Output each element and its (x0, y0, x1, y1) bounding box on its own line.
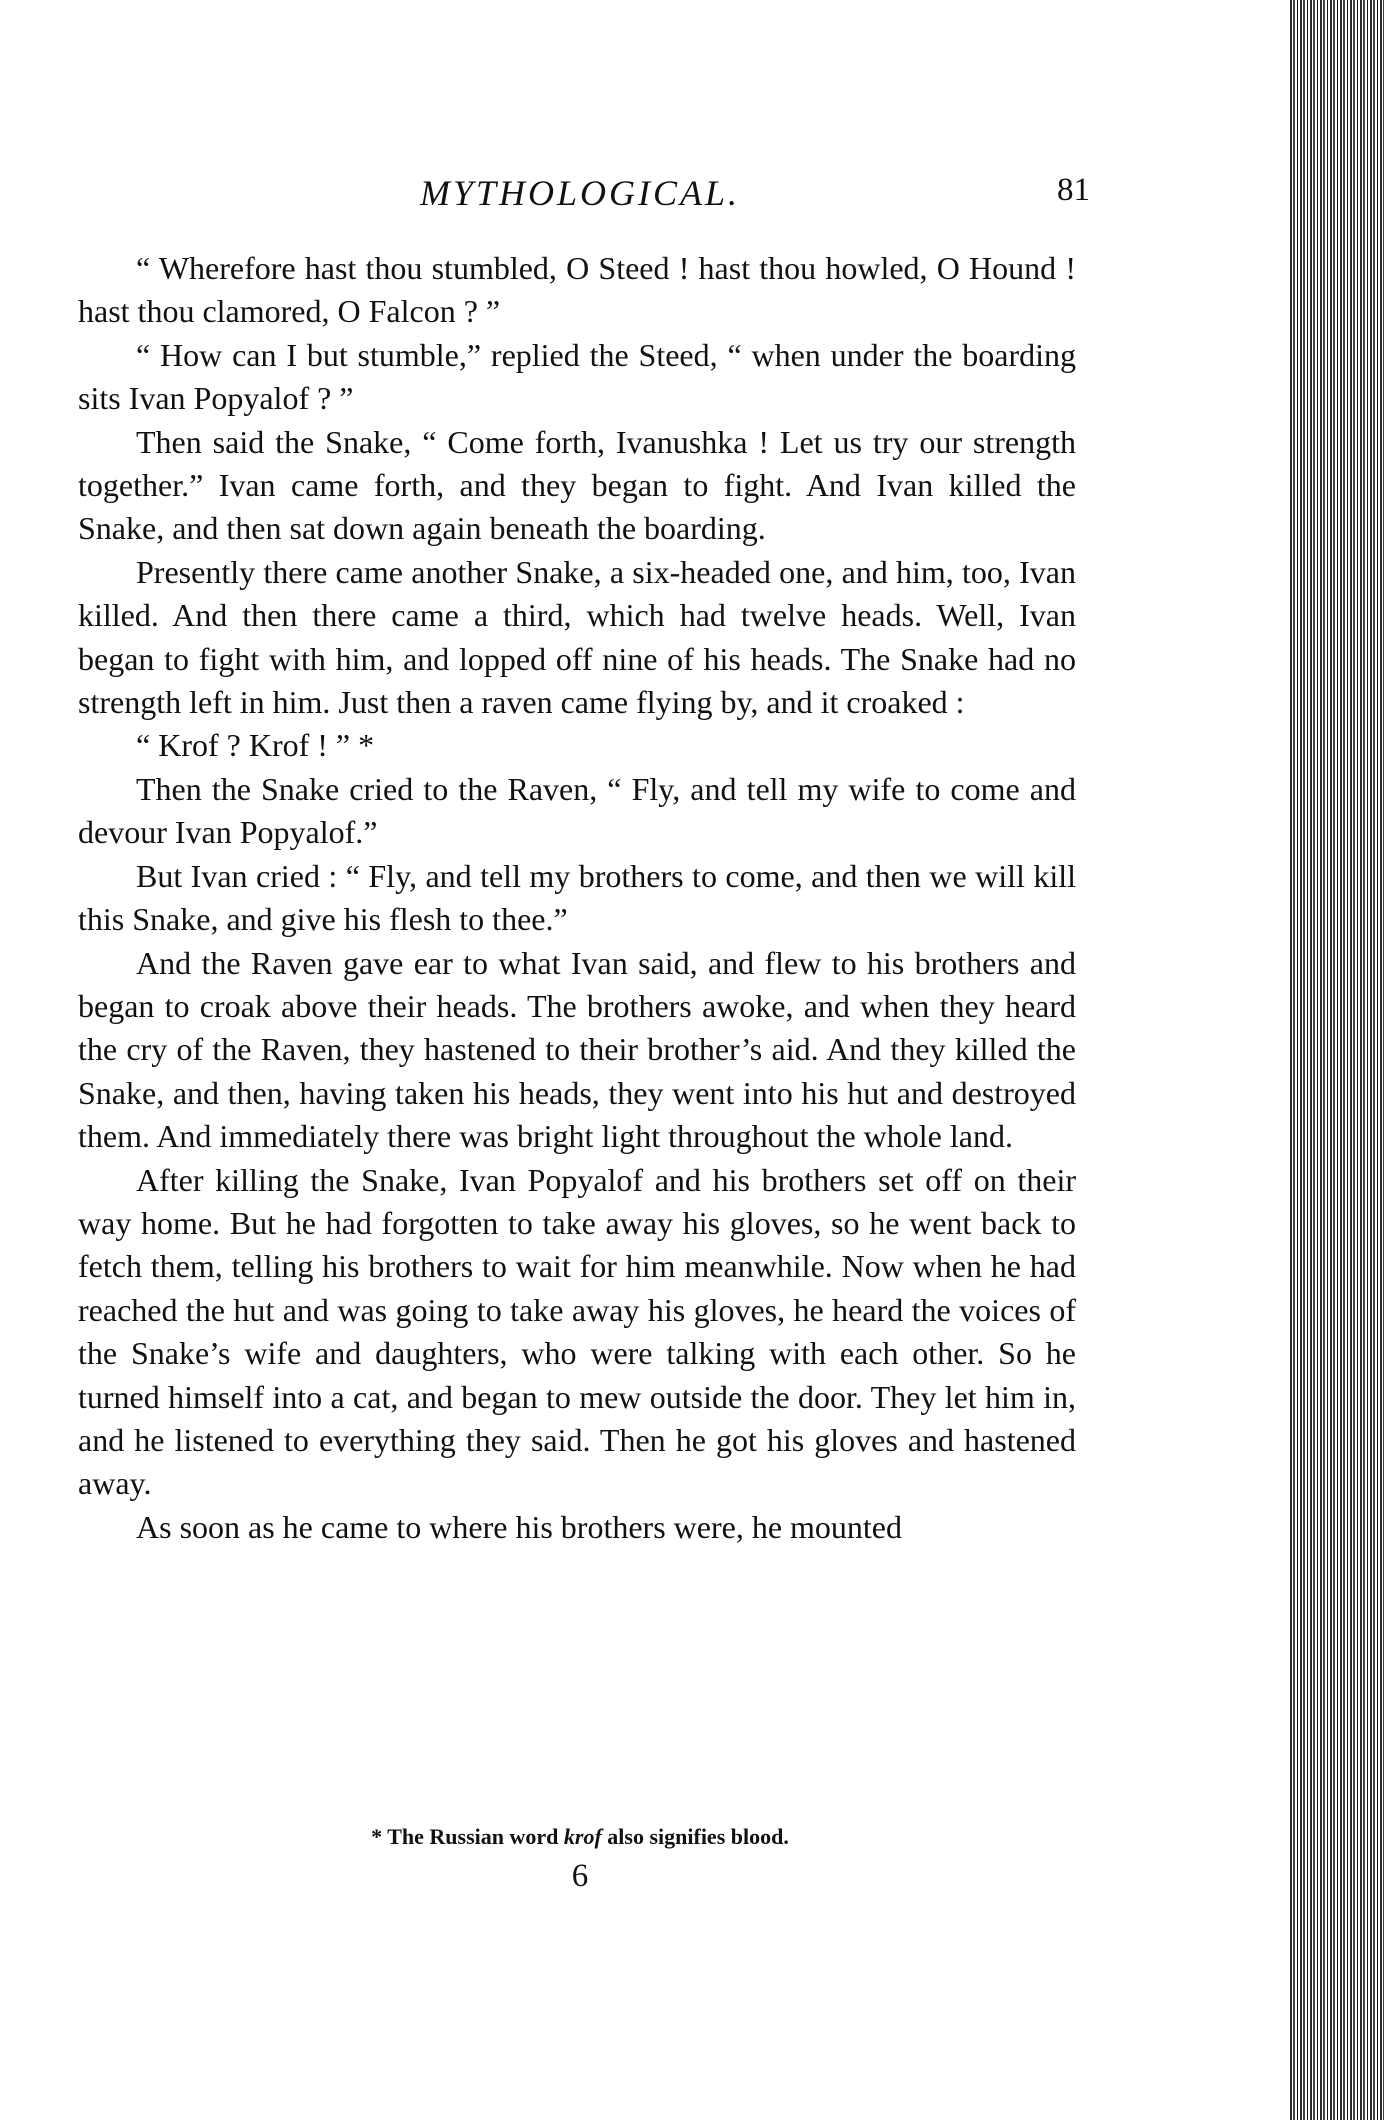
paragraph: “ Krof ? Krof ! ” * (136, 727, 375, 764)
paragraph: Presently there came another Snake, a six-headed one, and him, too, Ivan killed. And then there came a third, which had twelve heads. Well, Ivan began to fight with him, and lopped off nine of his heads. The Snake had no strength left in him. Just then a raven came flying by, and it croaked : (78, 553, 1076, 721)
paragraph: Then the Snake cried to the Raven, “ Fly, and tell my wife to come and devour Ivan Popyalof.” (78, 770, 1076, 851)
page-edge-binding (1288, 0, 1384, 2120)
paragraph: And the Raven gave ear to what Ivan said, and flew to his brothers and began to croak above their heads. The brothers awoke, and when they heard the cry of the Raven, they hastened to their brother’s aid. And they killed the Snake, and then, having taken his heads, they went into his hut and destroyed them. And immediately there was bright light throughout the whole land. (78, 944, 1076, 1155)
body-text (78, 247, 1076, 1549)
signature-mark: 6 (571, 1858, 589, 1894)
page-number: 81 (1057, 172, 1090, 208)
paragraph: As soon as he came to where his brothers were, he mounted (136, 1508, 902, 1545)
paragraph: Then said the Snake, “ Come forth, Ivanushka ! Let us try our strength together.” Ivan came forth, and they began to fight. And Ivan killed the Snake, and then sat down again beneath the boarding. (78, 423, 1076, 547)
footnote-text-before: The Russian word (387, 1824, 559, 1849)
footnote (80, 1824, 1080, 1850)
footnote-text-after: also signifies blood. (607, 1824, 789, 1849)
paragraph: “ How can I but stumble,” replied the Steed, “ when under the boarding sits Ivan Popyalof ? ” (78, 336, 1076, 417)
running-head: MYTHOLOGICAL. (419, 173, 741, 213)
paragraph: “ Wherefore hast thou stumbled, O Steed ! hast thou howled, O Hound ! hast thou clamored, O Falcon ? ” (78, 250, 1076, 330)
footnote-marker: * (371, 1824, 383, 1849)
paragraph: But Ivan cried : “ Fly, and tell my brothers to come, and then we will kill this Snake, and give his flesh to thee.” (78, 857, 1076, 938)
footnote-keyword: krof (563, 1824, 602, 1849)
paragraph: After killing the Snake, Ivan Popyalof and his brothers set off on their way home. But he had forgotten to take away his gloves, so he went back to fetch them, telling his brothers to wait for him meanwhile. Now when he had reached the hut and was going to take away his gloves, he heard the voices of the Snake’s wife and daughters, who were talking with each other. So he turned himself into a cat, and began to mew outside the door. They let him in, and he listened to everything they said. Then he got his gloves and hastened away. (78, 1161, 1076, 1502)
page-header (80, 172, 1090, 222)
